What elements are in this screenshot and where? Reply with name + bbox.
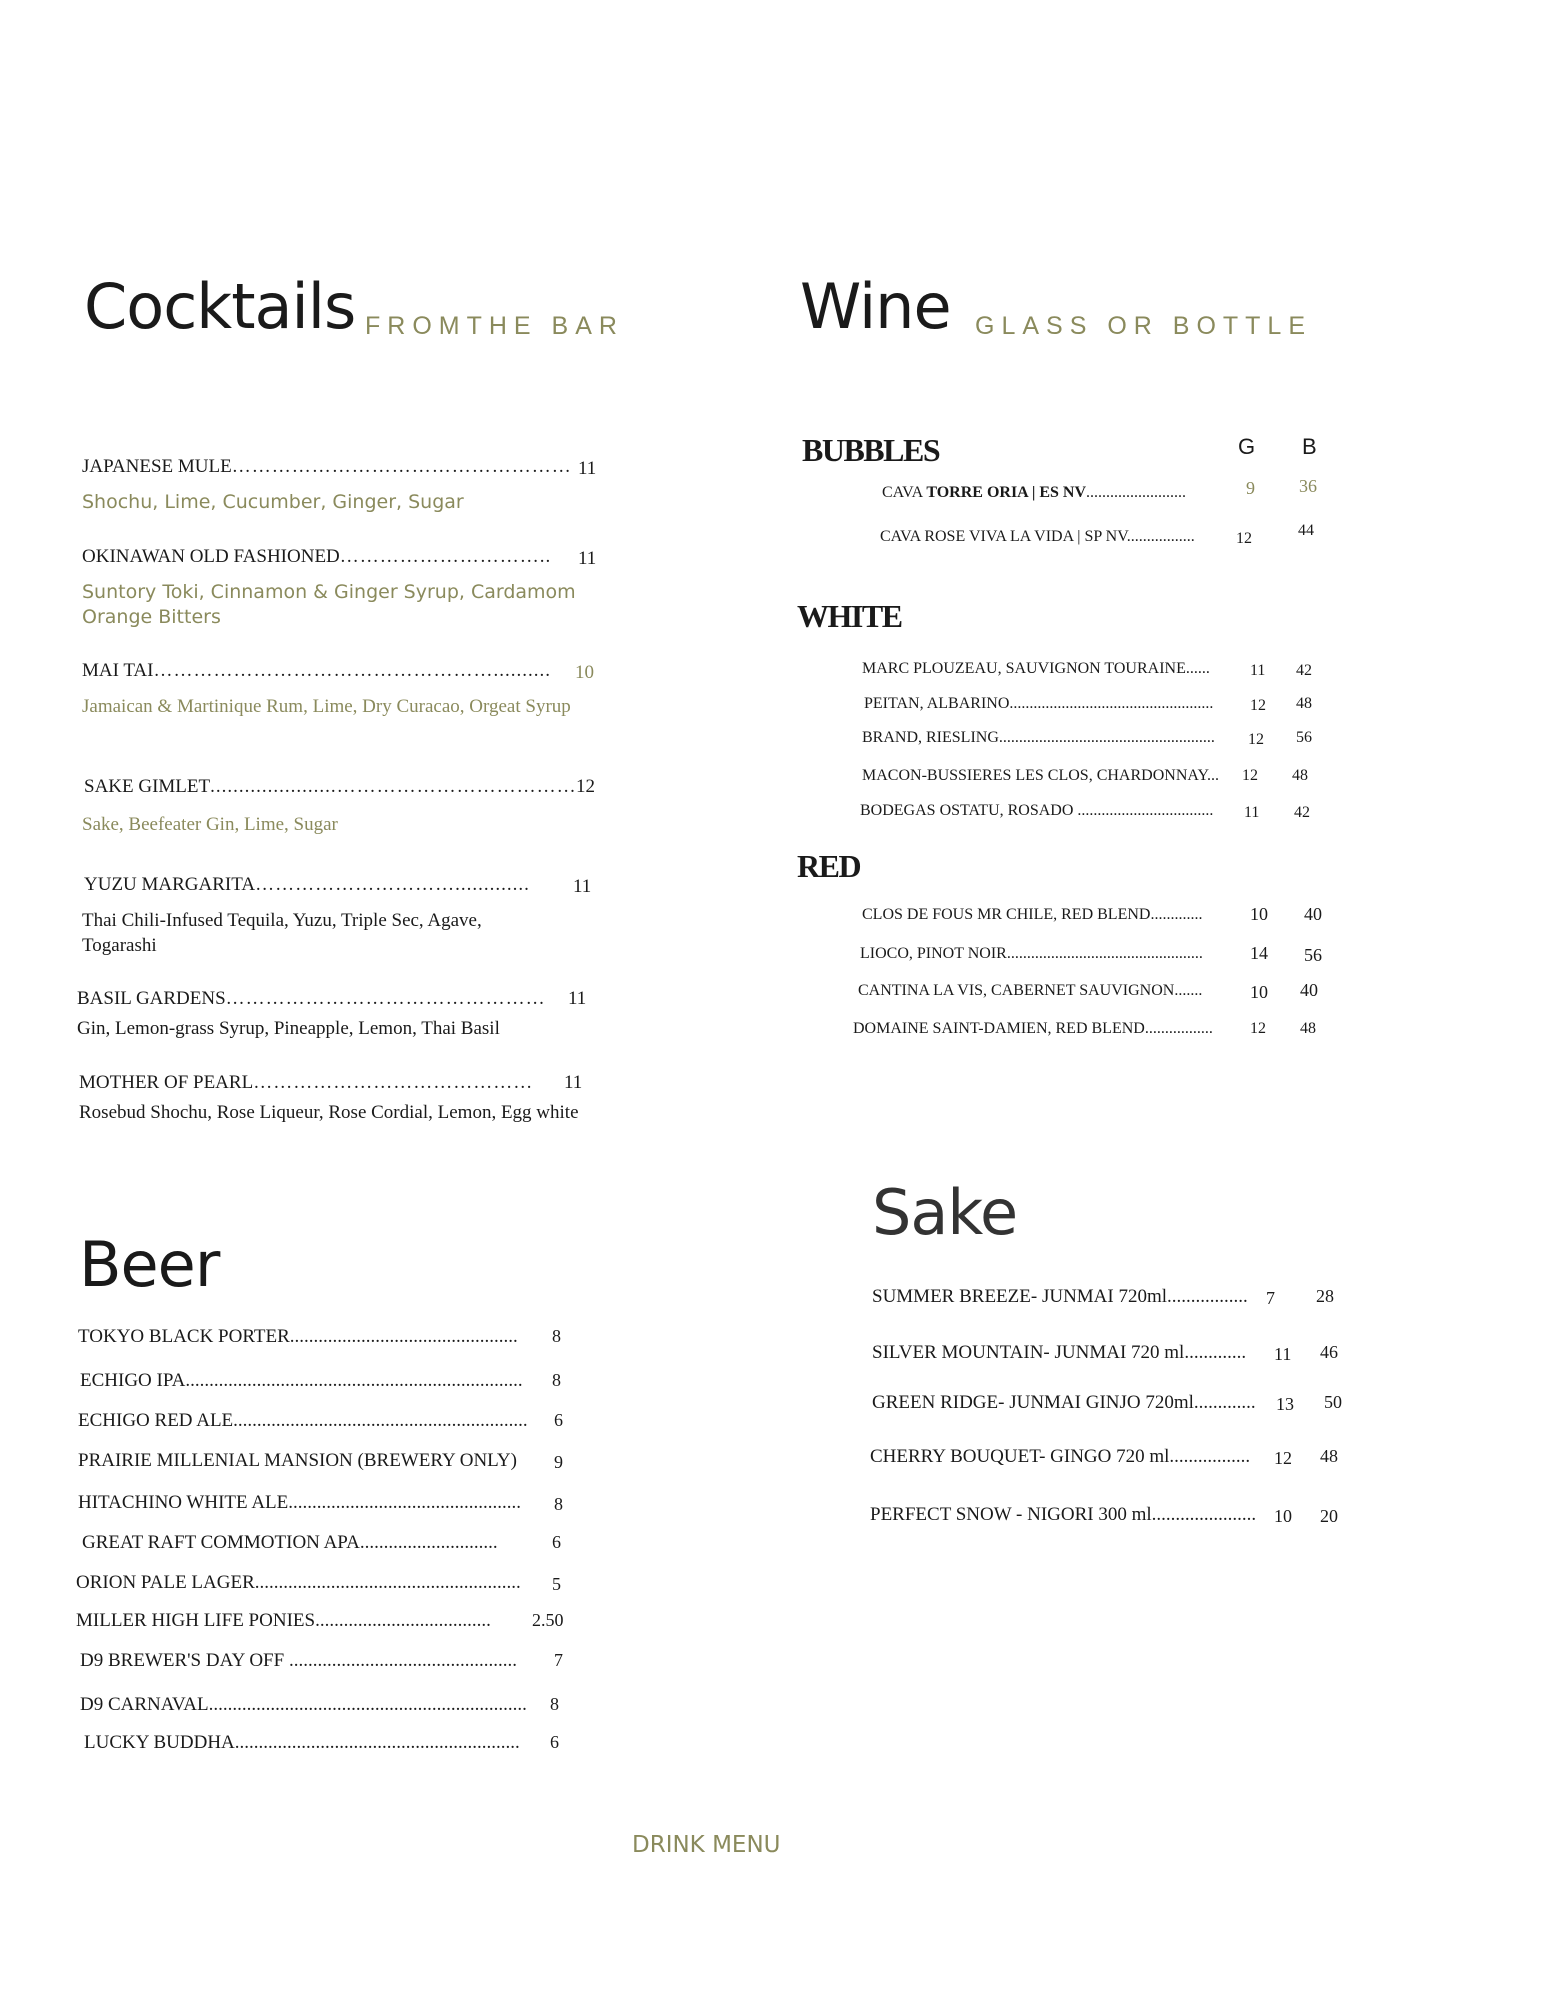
beer-item: GREAT RAFT COMMOTION APA............................. — [82, 1532, 498, 1553]
beer-price: 5 — [552, 1574, 561, 1594]
wine-item: PEITAN, ALBARINO................................................... — [864, 695, 1214, 712]
wine-bottle-price: 42 — [1294, 804, 1310, 821]
wine-glass-price: 10 — [1250, 982, 1268, 1002]
beer-price: 6 — [554, 1410, 563, 1430]
wine-bottle-price: 42 — [1296, 662, 1312, 679]
wine-title: Wine — [800, 270, 951, 343]
beer-title: Beer — [79, 1228, 220, 1301]
wine-item: CAVA ROSE VIVA LA VIDA | SP NV................. — [880, 528, 1195, 545]
wine-glass-price: 14 — [1250, 943, 1268, 963]
beer-item: LUCKY BUDDHA............................................................ — [84, 1732, 520, 1753]
cocktail-description: Rosebud Shochu, Rose Liqueur, Rose Cordial, Lemon, Egg white — [79, 1102, 579, 1123]
wine-item: CAVA TORRE ORIA | ES NV......................... — [882, 484, 1187, 501]
beer-item: PRAIRIE MILLENIAL MANSION (BREWERY ONLY) — [78, 1450, 517, 1471]
beer-item: D9 BREWER'S DAY OFF ................................................ — [80, 1650, 517, 1671]
beer-price: 8 — [552, 1326, 561, 1346]
wine-glass-price: 11 — [1244, 804, 1260, 821]
wine-bottle-price: 40 — [1304, 904, 1322, 924]
cocktail-price: 11 — [578, 548, 597, 569]
wine-item: CLOS DE FOUS MR CHILE, RED BLEND............. — [862, 906, 1203, 923]
cocktail-description: Jamaican & Martinique Rum, Lime, Dry Curacao, Orgeat Syrup — [82, 696, 571, 717]
wine-bottle-price: 48 — [1292, 767, 1308, 784]
sake-bottle-price: 46 — [1320, 1342, 1338, 1362]
beer-item: D9 CARNAVAL................................................................... — [80, 1694, 527, 1715]
wine-item: BRAND, RIESLING...................................................... — [862, 729, 1215, 746]
sake-item: CHERRY BOUQUET- GINGO 720 ml................. — [870, 1446, 1251, 1467]
cocktail-name: SAKE GIMLET......................……………………………… — [84, 776, 577, 797]
beer-price: 8 — [552, 1370, 561, 1390]
beer-item: TOKYO BLACK PORTER................................................ — [78, 1326, 518, 1347]
cocktail-description: Thai Chili-Infused Tequila, Yuzu, Triple Sec, Agave, Togarashi — [82, 910, 482, 956]
cocktail-price: 11 — [568, 988, 587, 1009]
cocktail-price: 10 — [575, 662, 594, 683]
cocktail-description: Sake, Beefeater Gin, Lime, Sugar — [82, 814, 338, 835]
wine-bottle-price: 48 — [1296, 695, 1312, 712]
cocktail-name: YUZU MARGARITA…………………………............. — [84, 874, 530, 895]
sake-glass-price: 7 — [1266, 1288, 1275, 1308]
wine-bottle-price: 56 — [1296, 729, 1312, 746]
sake-item: SUMMER BREEZE- JUNMAI 720ml................. — [872, 1286, 1248, 1307]
cocktail-name: MAI TAI…………………………………………….......... — [82, 660, 551, 681]
wine-bottle-price: 40 — [1300, 980, 1318, 1000]
wine-item: CANTINA LA VIS, CABERNET SAUVIGNON....... — [858, 982, 1203, 999]
beer-item: ECHIGO RED ALE.............................................................. — [78, 1410, 528, 1431]
cocktail-name: JAPANESE MULE…………………………………………… — [82, 456, 572, 477]
cocktails-subtitle: FROMTHE BAR — [365, 312, 624, 340]
beer-item: MILLER HIGH LIFE PONIES..................................... — [76, 1610, 491, 1631]
wine-glass-price: 9 — [1246, 478, 1255, 498]
white-heading: WHITE — [797, 598, 902, 634]
sake-item: PERFECT SNOW - NIGORI 300 ml...................... — [870, 1504, 1257, 1525]
wine-glass-price: 12 — [1248, 731, 1264, 748]
cocktail-name: OKINAWAN OLD FASHIONED………………………….. — [82, 546, 552, 567]
bottle-column-header: B — [1302, 434, 1317, 459]
wine-bottle-price: 48 — [1300, 1020, 1316, 1037]
sake-bottle-price: 48 — [1320, 1446, 1338, 1466]
cocktail-price: 11 — [578, 458, 597, 479]
wine-item: MACON-BUSSIERES LES CLOS, CHARDONNAY... — [862, 767, 1219, 784]
wine-glass-price: 12 — [1236, 530, 1252, 547]
wine-glass-price: 10 — [1250, 904, 1268, 924]
beer-price: 2.50 — [532, 1610, 564, 1630]
sake-item: SILVER MOUNTAIN- JUNMAI 720 ml............. — [872, 1342, 1247, 1363]
cocktail-description: Gin, Lemon-grass Syrup, Pineapple, Lemon, Thai Basil — [77, 1018, 500, 1039]
sake-bottle-price: 50 — [1324, 1392, 1342, 1412]
bubbles-heading: BUBBLES — [802, 432, 940, 468]
cocktail-name: BASIL GARDENS………………………………………… — [77, 988, 546, 1009]
wine-subtitle: GLASS OR BOTTLE — [975, 312, 1313, 340]
beer-price: 8 — [554, 1494, 563, 1514]
sake-glass-price: 12 — [1274, 1448, 1292, 1468]
sake-bottle-price: 28 — [1316, 1286, 1334, 1306]
cocktail-description: Suntory Toki, Cinnamon & Ginger Syrup, Cardamom Orange Bitters — [82, 581, 576, 628]
sake-title: Sake — [872, 1176, 1018, 1249]
sake-glass-price: 11 — [1274, 1344, 1292, 1364]
beer-price: 8 — [550, 1694, 559, 1714]
wine-item: DOMAINE SAINT-DAMIEN, RED BLEND................. — [853, 1020, 1213, 1037]
wine-item: LIOCO, PINOT NOIR................................................. — [860, 945, 1203, 962]
wine-glass-price: 12 — [1242, 767, 1258, 784]
wine-item: MARC PLOUZEAU, SAUVIGNON TOURAINE...... — [862, 660, 1210, 677]
wine-bottle-price: 56 — [1304, 945, 1322, 965]
beer-item: HITACHINO WHITE ALE................................................. — [78, 1492, 522, 1513]
wine-glass-price: 12 — [1250, 1020, 1266, 1037]
cocktail-price: 12 — [576, 776, 595, 797]
beer-price: 9 — [554, 1452, 563, 1472]
cocktail-description: Shochu, Lime, Cucumber, Ginger, Sugar — [82, 491, 464, 513]
cocktail-name: MOTHER OF PEARL…………………………………… — [79, 1072, 534, 1093]
footer-label: DRINK MENU — [632, 1832, 781, 1858]
beer-item: ECHIGO IPA....................................................................... — [80, 1370, 523, 1391]
wine-item: BODEGAS OSTATU, ROSADO .................................. — [860, 802, 1214, 819]
sake-bottle-price: 20 — [1320, 1506, 1338, 1526]
beer-price: 7 — [554, 1650, 563, 1670]
red-heading: RED — [797, 848, 861, 884]
cocktail-price: 11 — [564, 1072, 583, 1093]
sake-glass-price: 10 — [1274, 1506, 1292, 1526]
wine-glass-price: 12 — [1250, 697, 1266, 714]
beer-price: 6 — [550, 1732, 559, 1752]
sake-glass-price: 13 — [1276, 1394, 1294, 1414]
wine-bottle-price: 36 — [1299, 476, 1317, 496]
cocktail-price: 11 — [573, 876, 592, 897]
wine-bottle-price: 44 — [1298, 522, 1314, 539]
beer-price: 6 — [552, 1532, 561, 1552]
glass-column-header: G — [1238, 434, 1256, 459]
sake-item: GREEN RIDGE- JUNMAI GINJO 720ml............. — [872, 1392, 1256, 1413]
beer-item: ORION PALE LAGER........................................................ — [76, 1572, 521, 1593]
cocktails-title: Cocktails — [84, 270, 356, 343]
wine-glass-price: 11 — [1250, 662, 1266, 679]
